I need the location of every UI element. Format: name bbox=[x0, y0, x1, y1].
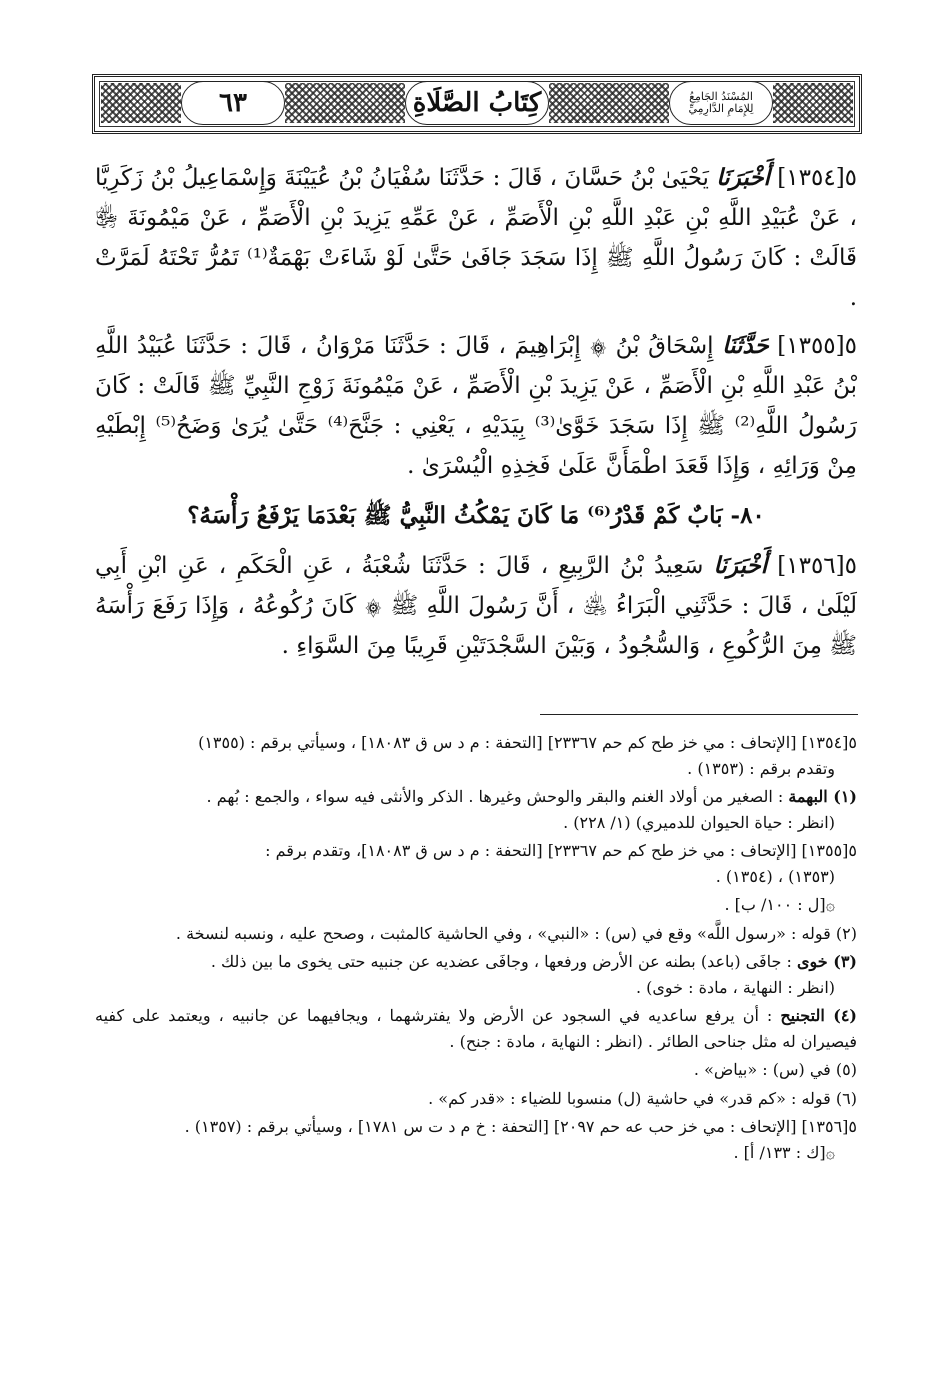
footnote-1: (١) البهمة : الصغير من أولاد الغنم والبقر والوحش وغيرها . الذكر والأنثى فيه سواء ، والجمع : بُهم . (انظر : حياة الحيوان للدميري) (١/ ٢٢٨) . bbox=[206, 787, 857, 832]
footnote-3: (٣) خوى : جافَى (باعد) بطنه عن الأرض ورفعها ، وجافَى عضديه عن جنبيه حتى يخوى ما بين ذلك . (انظر : النهاية ، مادة : خوى) . bbox=[210, 952, 857, 997]
footnote-manuscript-l: ۞[ل : ١٠٠/ ب] . bbox=[724, 895, 835, 914]
hadith-text: يَحْيَىٰ بْنُ حَسَّانَ ، قَالَ : حَدَّثَنَا سُفْيَانُ بْنُ عُيَيْنَةَ وَإِسْمَاعِيلُ بْنُ زَكَرِيَّا ، عَنْ عُبَيْدِ اللَّهِ بْنِ عَبْدِ اللَّهِ بْنِ الْأَصَمِّ ، عَنْ عَمِّهِ يَزِيدَ بْنِ الْأَصَمِّ ، عَنْ مَيْمُونَةَ ﵂ قَالَتْ : كَانَ رَسُولُ اللَّهِ ﷺ إِذَا سَجَدَ جَافَىٰ حَتَّىٰ لَوْ شَاءَتْ بَهْمَةٌ⁽¹⁾ تَمُرُّ تَحْتَهُ لَمَرَّتْ . bbox=[95, 165, 858, 311]
ornament-right bbox=[773, 83, 853, 123]
footnote-1356: ٥[١٣٥٦] [الإتحاف : مي خز حب عه حم ٢٠٩٧] [التحفة : خ م د ت س ١٧٨١] ، وسيأتي برقم : (١٣٥٧) . ۞[ك : ١٣٣/ أ] . bbox=[184, 1117, 857, 1162]
hadith-number: ٥[١٣٥٤] bbox=[777, 165, 858, 191]
footnote-4: (٤) التجنيح : أن يرفع ساعديه في السجود عن الأرض ولا يفترشهما ، ويجافيهما عن جانبيه ، ويعتمد على كفيه فيصيران له مثل جناحى الطائر . (انظر : النهاية ، مادة : جنح) . bbox=[95, 1006, 857, 1051]
page-header bbox=[92, 74, 862, 134]
hadith-opening: أَخْبَرَنَا bbox=[713, 552, 768, 579]
chapter-heading: ٨٠- بَابٌ كَمْ قَدْرُ⁽⁶⁾ مَا كَانَ يَمْكُثُ النَّبِيُّ ﷺ بَعْدَمَا يَرْفَعُ رَأْسَهُ؟ bbox=[187, 502, 765, 529]
footnote-1355: ٥[١٣٥٥] [الإتحاف : مي خز طح كم حم ٢٣٣٦٧] [التحفة : م د س ق ١٨٠٨٣]، وتقدم برقم : (١٣٥٣) ، (١٣٥٤) . bbox=[265, 841, 857, 886]
hadith-1356 bbox=[95, 546, 857, 666]
footnote-1354: ٥[١٣٥٤] [الإتحاف : مي خز طح كم حم ٢٣٣٦٧] [التحفة : م د س ق ١٨٠٨٣] ، وسيأتي برقم : (١٣٥٥) وتقدم برقم : (١٣٥٣) . bbox=[198, 733, 857, 778]
hadith-text: سَعِيدُ بْنُ الرَّبِيعِ ، قَالَ : حَدَّثَنَا شُعْبَةُ ، عَنِ الْحَكَمِ ، عَنِ ابْنِ أَبِي لَيْلَىٰ ، قَالَ : حَدَّثَنِي الْبَرَاءُ ﵁ ، أَنَّ رَسُولَ اللَّهِ ﷺ ۞ كَانَ رُكُوعُهُ ، وَإِذَا رَفَعَ رَأْسَهُ ﷺ مِنَ الرُّكُوعِ ، وَالسُّجُودُ ، وَبَيْنَ السَّجْدَتَيْنِ قَرِيبًا مِنَ السَّوَاءِ . bbox=[95, 553, 857, 659]
publisher-seal: المُسْنَدُ الجَامِعُ لِلإِمَامِ الدَّارِمِيِّ bbox=[669, 81, 773, 125]
footnote-6: (٦) قوله : «كم قدر» في حاشية (ل) منسوبا للضياء : «قدر كم» . bbox=[428, 1088, 857, 1108]
footnote-separator bbox=[540, 714, 858, 715]
ornament-middle-left bbox=[285, 83, 405, 123]
running-title: كِتَابُ الصَّلَاةِ bbox=[405, 81, 549, 125]
footnote-5: (٥) في (س) : «بياض» . bbox=[693, 1060, 857, 1079]
ornament-middle-right bbox=[549, 83, 669, 123]
hadith-number: ٥[١٣٥٦] bbox=[777, 553, 858, 579]
hadith-number: ٥[١٣٥٥] bbox=[777, 333, 858, 359]
hadith-opening: حَدَّثَنَا bbox=[722, 332, 769, 359]
hadith-text: إِسْحَاقُ بْنُ ۞ إِبْرَاهِيمَ ، قَالَ : حَدَّثَنَا مَرْوَانُ ، قَالَ : حَدَّثَنَا عُبَيْدُ اللَّهِ بْنُ عَبْدِ اللَّهِ بْنِ الْأَصَمِّ ، عَنْ يَزِيدَ بْنِ الْأَصَمِّ ، عَنْ مَيْمُونَةَ زَوْجِ النَّبِيِّ ﷺ قَالَتْ : كَانَ رَسُولُ اللَّهِ⁽²⁾ ﷺ إِذَا سَجَدَ خَوَّىٰ⁽³⁾ بِيَدَيْهِ ، يَعْنِي : جَنَّحَ⁽⁴⁾ حَتَّىٰ يُرَىٰ وَضَحُ⁽⁵⁾ إِبْطَيْهِ مِنْ وَرَائِهِ ، وَإِذَا قَعَدَ اطْمَأَنَّ عَلَىٰ فَخِذِهِ الْيُسْرَىٰ . bbox=[95, 333, 857, 479]
main-text bbox=[95, 158, 857, 674]
footnote-2: (٢) قوله : «رسول اللَّه» وقع في (س) : «النبي» ، وفي الحاشية كالمثبت ، وصحح عليه ، ونسبه لنسخة . bbox=[175, 923, 857, 943]
ornament-left bbox=[101, 83, 181, 123]
hadith-1354 bbox=[95, 158, 857, 318]
hadith-1355 bbox=[95, 326, 857, 486]
page-number: ٦٣ bbox=[181, 81, 285, 125]
footnotes bbox=[95, 730, 857, 1168]
hadith-opening: أَخْبَرَنَا bbox=[716, 164, 770, 191]
